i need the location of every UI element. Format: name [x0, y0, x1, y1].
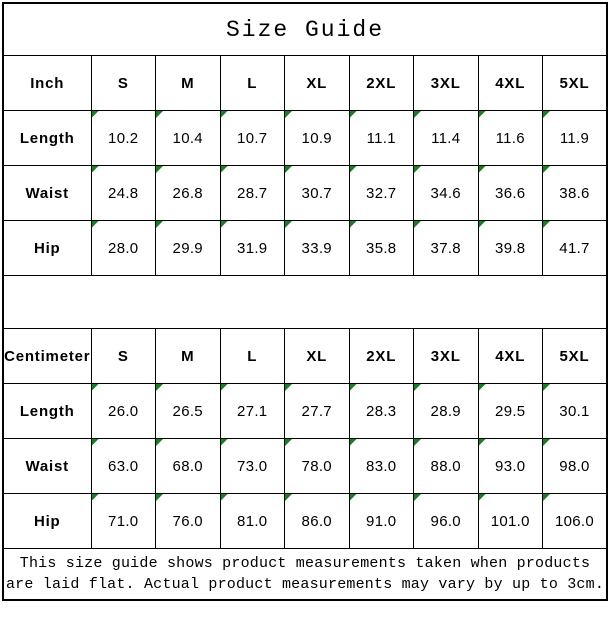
- size-cell: 3XL: [414, 56, 479, 111]
- spacer-section: [3, 276, 607, 329]
- measurement-row: [3, 111, 607, 166]
- value-cell: 28.3: [349, 384, 414, 439]
- green-corner-indicator-icon: [350, 166, 357, 173]
- measurement-row: [3, 439, 607, 494]
- green-corner-indicator-icon: [92, 221, 99, 228]
- value-cell: 41.7: [543, 221, 608, 276]
- green-corner-indicator-icon: [92, 384, 99, 391]
- green-corner-indicator-icon: [479, 166, 486, 173]
- size-cell: M: [156, 56, 221, 111]
- footer-section: [3, 549, 607, 601]
- green-corner-indicator-icon: [285, 166, 292, 173]
- green-corner-indicator-icon: [156, 494, 163, 501]
- green-corner-indicator-icon: [285, 384, 292, 391]
- size-cell: 4XL: [478, 56, 543, 111]
- page-title: Size Guide: [3, 3, 607, 56]
- label-cell: Length: [3, 111, 91, 166]
- value-cell: 39.8: [478, 221, 543, 276]
- size-cell: M: [156, 329, 221, 384]
- value-cell: 26.8: [156, 166, 221, 221]
- value-cell: 33.9: [285, 221, 350, 276]
- value-cell: 36.6: [478, 166, 543, 221]
- green-corner-indicator-icon: [543, 221, 550, 228]
- label-cell: Waist: [3, 439, 91, 494]
- value-cell: 27.1: [220, 384, 285, 439]
- value-cell: 10.7: [220, 111, 285, 166]
- green-corner-indicator-icon: [221, 439, 228, 446]
- size-cell: L: [220, 56, 285, 111]
- value-cell: 96.0: [414, 494, 479, 549]
- green-corner-indicator-icon: [156, 221, 163, 228]
- value-cell: 73.0: [220, 439, 285, 494]
- green-corner-indicator-icon: [221, 111, 228, 118]
- size-cell: 4XL: [478, 329, 543, 384]
- size-guide-table: [2, 2, 608, 601]
- green-corner-indicator-icon: [414, 439, 421, 446]
- value-cell: 28.0: [91, 221, 156, 276]
- value-cell: 11.4: [414, 111, 479, 166]
- value-cell: 26.5: [156, 384, 221, 439]
- green-corner-indicator-icon: [414, 494, 421, 501]
- value-cell: 93.0: [478, 439, 543, 494]
- size-cell: XL: [285, 56, 350, 111]
- green-corner-indicator-icon: [92, 166, 99, 173]
- value-cell: 10.9: [285, 111, 350, 166]
- green-corner-indicator-icon: [350, 439, 357, 446]
- green-corner-indicator-icon: [543, 166, 550, 173]
- value-cell: 86.0: [285, 494, 350, 549]
- green-corner-indicator-icon: [221, 166, 228, 173]
- value-cell: 37.8: [414, 221, 479, 276]
- green-corner-indicator-icon: [221, 384, 228, 391]
- value-cell: 38.6: [543, 166, 608, 221]
- value-cell: 11.9: [543, 111, 608, 166]
- size-cell: L: [220, 329, 285, 384]
- green-corner-indicator-icon: [350, 111, 357, 118]
- measurement-row: [3, 384, 607, 439]
- green-corner-indicator-icon: [479, 384, 486, 391]
- green-corner-indicator-icon: [414, 111, 421, 118]
- size-cell: S: [91, 56, 156, 111]
- footer-note: [3, 549, 607, 601]
- green-corner-indicator-icon: [479, 111, 486, 118]
- footer-row: [3, 549, 607, 601]
- green-corner-indicator-icon: [221, 221, 228, 228]
- size-cell: 2XL: [349, 329, 414, 384]
- green-corner-indicator-icon: [414, 384, 421, 391]
- unit-cell: Centimeter: [3, 329, 91, 384]
- value-cell: 81.0: [220, 494, 285, 549]
- value-cell: 30.1: [543, 384, 608, 439]
- green-corner-indicator-icon: [285, 439, 292, 446]
- measurement-row: [3, 166, 607, 221]
- measurement-row: [3, 221, 607, 276]
- value-cell: 11.1: [349, 111, 414, 166]
- value-cell: 63.0: [91, 439, 156, 494]
- measurement-row: [3, 494, 607, 549]
- value-cell: 78.0: [285, 439, 350, 494]
- label-cell: Hip: [3, 494, 91, 549]
- size-header-row: [3, 329, 607, 384]
- size-cell: S: [91, 329, 156, 384]
- green-corner-indicator-icon: [92, 439, 99, 446]
- green-corner-indicator-icon: [479, 439, 486, 446]
- value-cell: 28.7: [220, 166, 285, 221]
- value-cell: 31.9: [220, 221, 285, 276]
- green-corner-indicator-icon: [414, 166, 421, 173]
- value-cell: 35.8: [349, 221, 414, 276]
- value-cell: 106.0: [543, 494, 608, 549]
- value-cell: 91.0: [349, 494, 414, 549]
- size-cell: XL: [285, 329, 350, 384]
- title-section: [3, 3, 607, 56]
- value-cell: 10.2: [91, 111, 156, 166]
- value-cell: 71.0: [91, 494, 156, 549]
- green-corner-indicator-icon: [285, 221, 292, 228]
- green-corner-indicator-icon: [156, 111, 163, 118]
- value-cell: 26.0: [91, 384, 156, 439]
- footer-note-line1: This size guide shows product measurements taken when products: [19, 555, 591, 572]
- value-cell: 98.0: [543, 439, 608, 494]
- value-cell: 88.0: [414, 439, 479, 494]
- label-cell: Waist: [3, 166, 91, 221]
- size-header-row: [3, 56, 607, 111]
- value-cell: 76.0: [156, 494, 221, 549]
- spacer-cell: [3, 276, 607, 329]
- green-corner-indicator-icon: [543, 384, 550, 391]
- value-cell: 11.6: [478, 111, 543, 166]
- value-cell: 24.8: [91, 166, 156, 221]
- value-cell: 30.7: [285, 166, 350, 221]
- green-corner-indicator-icon: [156, 439, 163, 446]
- green-corner-indicator-icon: [543, 111, 550, 118]
- value-cell: 10.4: [156, 111, 221, 166]
- green-corner-indicator-icon: [285, 111, 292, 118]
- value-cell: 27.7: [285, 384, 350, 439]
- value-cell: 28.9: [414, 384, 479, 439]
- value-cell: 83.0: [349, 439, 414, 494]
- green-corner-indicator-icon: [285, 494, 292, 501]
- green-corner-indicator-icon: [350, 221, 357, 228]
- green-corner-indicator-icon: [156, 166, 163, 173]
- green-corner-indicator-icon: [414, 221, 421, 228]
- green-corner-indicator-icon: [543, 494, 550, 501]
- size-cell: 3XL: [414, 329, 479, 384]
- size-cell: 5XL: [543, 56, 608, 111]
- centimeter-table-body: [3, 329, 607, 549]
- value-cell: 29.5: [478, 384, 543, 439]
- green-corner-indicator-icon: [92, 494, 99, 501]
- size-cell: 5XL: [543, 329, 608, 384]
- title-row: [3, 3, 607, 56]
- label-cell: Hip: [3, 221, 91, 276]
- footer-note-line2: are laid flat. Actual product measurements may vary by up to 3cm.: [5, 576, 605, 593]
- unit-cell: Inch: [3, 56, 91, 111]
- spacer-row: [3, 276, 607, 329]
- value-cell: 29.9: [156, 221, 221, 276]
- green-corner-indicator-icon: [350, 384, 357, 391]
- size-cell: 2XL: [349, 56, 414, 111]
- green-corner-indicator-icon: [221, 494, 228, 501]
- green-corner-indicator-icon: [92, 111, 99, 118]
- green-corner-indicator-icon: [156, 384, 163, 391]
- value-cell: 34.6: [414, 166, 479, 221]
- green-corner-indicator-icon: [479, 221, 486, 228]
- label-cell: Length: [3, 384, 91, 439]
- green-corner-indicator-icon: [543, 439, 550, 446]
- value-cell: 32.7: [349, 166, 414, 221]
- value-cell: 101.0: [478, 494, 543, 549]
- inch-table-body: [3, 56, 607, 276]
- value-cell: 68.0: [156, 439, 221, 494]
- green-corner-indicator-icon: [479, 494, 486, 501]
- green-corner-indicator-icon: [350, 494, 357, 501]
